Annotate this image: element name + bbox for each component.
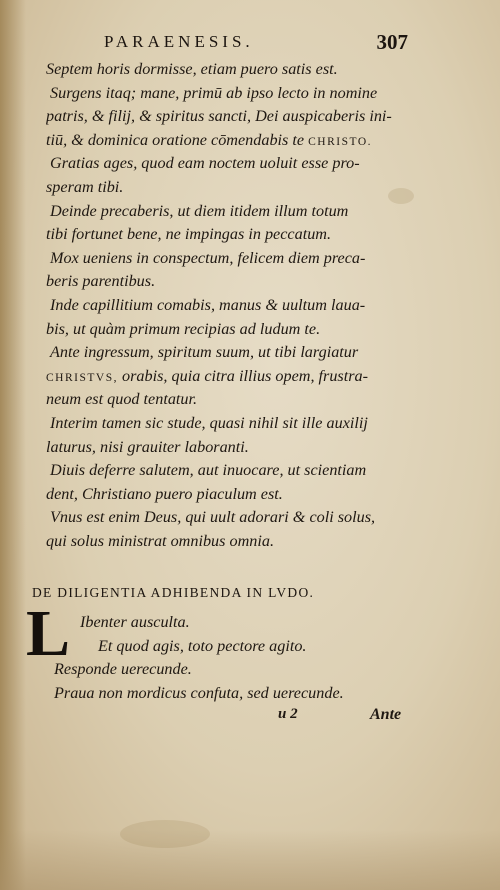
text-line: Mox ueniens in conspectum, felicem diem preca- bbox=[50, 248, 366, 267]
text-line-part: tiū, & dominica oratione cōmendabis te bbox=[46, 130, 305, 149]
text-line bbox=[46, 365, 456, 389]
text-line: laturus, nisi grauiter laboranti. bbox=[46, 437, 249, 456]
small-caps-word: CHRISTO. bbox=[308, 135, 372, 148]
page-bottom-shadow bbox=[0, 830, 500, 890]
section-heading: DE DILIGENTIA ADHIBENDA IN LVDO. bbox=[32, 585, 315, 600]
text-line: Ante ingressum, spiritum suum, ut tibi largiatur bbox=[50, 343, 359, 362]
paper-stain bbox=[120, 820, 210, 848]
text-line: beris parentibus. bbox=[46, 272, 156, 291]
text-line: Praua non mordicus confuta, sed uerecunde. bbox=[54, 683, 344, 702]
running-head-title: PARAENESIS. bbox=[104, 32, 254, 51]
signature-mark: u 2 bbox=[278, 706, 298, 722]
running-head bbox=[96, 30, 408, 58]
text-line: Vnus est enim Deus, qui uult adorari & coli solus, bbox=[50, 508, 376, 527]
page-number: 307 bbox=[376, 30, 408, 54]
small-caps-word: CHRISTVS, bbox=[46, 371, 118, 384]
text-line: Septem horis dormisse, etiam puero satis est. bbox=[46, 60, 338, 78]
text-line: Responde uerecunde. bbox=[54, 660, 192, 679]
text-line: bis, ut quàm primum recipias ad ludum te. bbox=[46, 319, 321, 338]
text-line: Diuis deferre salutem, aut inuocare, ut scientiam bbox=[50, 461, 367, 480]
text-line: speram tibi. bbox=[46, 177, 124, 196]
text-line-part: orabis, quia citra illius opem, frustra- bbox=[122, 366, 369, 385]
text-line: dent, Christiano puero piaculum est. bbox=[46, 484, 283, 503]
text-line bbox=[46, 129, 456, 153]
text-line: neum est quod tentatur. bbox=[46, 390, 198, 409]
text-line: tibi fortunet bene, ne impingas in peccatum. bbox=[46, 225, 332, 244]
text-line: Ibenter ausculta. bbox=[80, 613, 190, 631]
body-text bbox=[46, 58, 456, 553]
text-line: Inde capillitium comabis, manus & uultum laua- bbox=[50, 295, 366, 314]
text-line: Et quod agis, toto pectore agito. bbox=[98, 636, 307, 655]
text-line: Gratias ages, quod eam noctem uoluit esse pro- bbox=[50, 154, 360, 173]
text-line: Surgens itaq; mane, primū ab ipso lecto in nomine bbox=[50, 83, 378, 102]
text-line: Interim tamen sic stude, quasi nihil sit ille auxilij bbox=[50, 413, 368, 432]
drop-cap: L bbox=[26, 597, 71, 670]
section-text bbox=[48, 611, 458, 705]
text-line: patris, & filij, & spiritus sancti, Dei auspicaberis ini- bbox=[46, 107, 392, 126]
page-gutter-shadow bbox=[0, 0, 26, 890]
catchword: Ante bbox=[370, 706, 402, 723]
text-line: Deinde precaberis, ut diem itidem illum totum bbox=[50, 201, 349, 220]
text-line: qui solus ministrat omnibus omnia. bbox=[46, 531, 275, 550]
